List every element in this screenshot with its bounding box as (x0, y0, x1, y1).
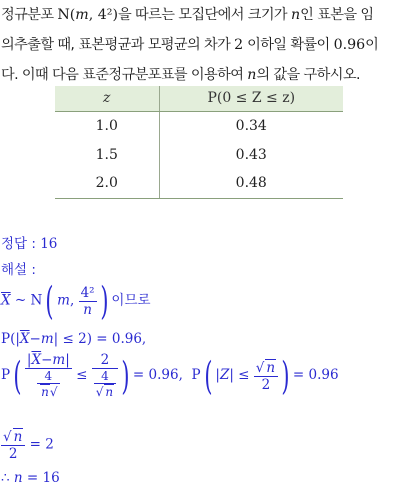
solution-step-3: P( $\frac{|\overline{X}-m|}{\frac{4}{n√}}$ ≤ $\frac{2}{\frac{4}{√ n}}$ ) = 0.96, P( |Z| ≤ $\frac{√ n}{2}$ ) = 0.96 (1, 352, 339, 399)
table-cell-prob: 0.48 (159, 169, 343, 198)
table-header-prob: P(0 ≤ Z ≤ z) (159, 86, 343, 111)
table-header-row (55, 86, 343, 111)
standard-normal-table (55, 86, 343, 199)
solution-step-4: $\frac{√ n}{2}$ = 2 (3, 429, 54, 462)
solution-step-2: $P(|\overline{X}-m| \le 2) = 0.96$, (1, 331, 147, 347)
solution-conclusion: ∴ n = 16 (1, 470, 60, 486)
table-row (55, 111, 343, 140)
problem-line-3: 다. 이때 다음 표준정규분포표를 이용하여 n의 값을 구하시오. (1, 67, 360, 83)
table-cell-prob: 0.34 (235, 117, 267, 134)
problem-statement (1, 0, 399, 90)
table-cell-z: 2.0 (55, 169, 159, 198)
table-cell-z: 1.5 (55, 140, 159, 169)
problem-line-2: 의추출할 때, 표본평균과 모평균의 차가 2 이하일 확률이 0.96이 (1, 37, 379, 53)
table-row (55, 140, 343, 169)
table-row (55, 169, 343, 198)
solution-step-1: $\overline{X}$ ~ N( m, $\frac{\text{4²}}{n}$ ) 이므로 (1, 279, 151, 323)
table-header-z: z (55, 86, 159, 111)
table-cell-z: 1.0 (55, 111, 159, 140)
answer-line: 정답 : 16 (1, 236, 58, 252)
problem-line-1: 정규분포 N(m, 4²)을 따르는 모집단에서 크기가 n인 표본을 임 (1, 7, 374, 23)
table-cell-prob: 0.43 (235, 146, 267, 163)
explanation-label: 해설 : (1, 262, 36, 278)
